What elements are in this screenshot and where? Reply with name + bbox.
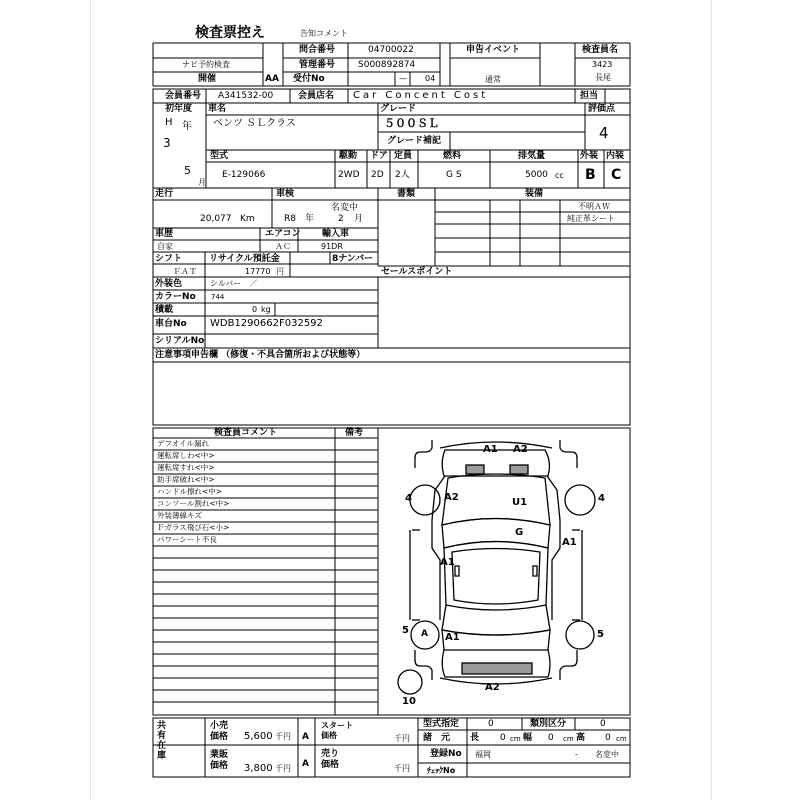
width-label: 幅	[523, 733, 533, 743]
width-unit: cm	[563, 735, 574, 743]
mark-hood: U1	[512, 497, 528, 508]
chassis-value: WDB1290662F032592	[210, 318, 323, 329]
mark-rear: A2	[485, 682, 500, 693]
tire-front-right: 4	[598, 493, 605, 504]
grade-label: グレード	[380, 104, 417, 114]
report-event-value: 通常	[485, 75, 501, 84]
drive-label: 駆動	[339, 151, 358, 161]
inspector-label: 検査員名	[582, 45, 619, 55]
shop-name: Car Concent Cost	[353, 90, 489, 101]
comment-item: ハンドル擦れ<中>	[157, 487, 223, 496]
reg-value: 福岡	[475, 750, 491, 759]
height-label: 高	[576, 733, 586, 743]
first-reg-month: 5	[184, 164, 191, 177]
mark-windshield: G	[515, 527, 524, 538]
ac-label: エアコン	[265, 229, 301, 239]
length-value: 0	[500, 733, 506, 743]
inspection-year-unit: 年	[305, 214, 315, 224]
grade-supp-label: グレード補記	[387, 136, 442, 146]
tire-rear-right: 5	[597, 629, 604, 640]
mark-right: A1	[562, 537, 577, 548]
retail-flag: A	[302, 732, 309, 742]
spare-tire: 10	[402, 696, 416, 707]
model-label: 型式	[210, 151, 229, 161]
displacement-value: 5000	[525, 170, 548, 180]
mark-front-left: A2	[444, 492, 459, 503]
sheet-title: 検査票控え	[195, 25, 265, 41]
venue-label: 開催	[198, 74, 217, 84]
wholesale-unit: 千円	[275, 764, 291, 773]
first-reg-label: 初年度	[165, 104, 193, 114]
exterior-grade: B	[585, 167, 596, 183]
reception-label: 受付No	[293, 74, 325, 84]
inspection-label: 車検	[276, 189, 295, 199]
comment-item: 運転席しわ<中>	[157, 451, 215, 460]
tire-rear-left: 5	[402, 625, 409, 636]
member-no-label: 会員番号	[165, 91, 202, 101]
interior-label: 内装	[606, 151, 625, 161]
sales-point-label: セールスポイント	[381, 267, 453, 277]
sell-unit: 千円	[394, 764, 410, 773]
sell-label: 売り価格	[321, 749, 340, 770]
report-event-label: 申告イベント	[466, 45, 521, 55]
comment-item: 助手席破れ<中>	[157, 475, 215, 484]
comment-item: パワーシート不良	[157, 535, 217, 544]
serial-label: シリアルNo	[155, 336, 205, 346]
car-name-label: 車名	[208, 104, 227, 114]
inquiry-label: 問合番号	[299, 45, 336, 55]
eight-plate-label: 8ナンバー	[332, 254, 374, 264]
retail-label: 小売価格	[210, 721, 229, 742]
capacity-label: 定員	[394, 151, 413, 161]
equipment-2: 純正革シート	[567, 214, 615, 223]
grade: ５００ＳＬ	[384, 117, 439, 130]
reception-value: 04	[425, 74, 436, 83]
notice-label: 告知コメント	[300, 29, 348, 38]
inspector-code: 3423	[592, 60, 613, 69]
shift-label: シフト	[155, 254, 183, 264]
fuel-value: G S	[446, 170, 462, 180]
start-label: スタート価格	[321, 721, 353, 740]
history-label: 車歴	[155, 229, 174, 239]
mark-rear-left: A1	[445, 632, 460, 643]
check-label: ﾁｪｯｸNo	[427, 766, 456, 775]
length-unit: cm	[510, 735, 521, 743]
model-value: E-129066	[222, 170, 266, 180]
color-no-value: 744	[211, 293, 225, 301]
ac-value: ＡＣ	[275, 242, 291, 251]
comment-item: デフオイル漏れ	[157, 439, 210, 448]
type-label: 型式指定	[423, 719, 460, 729]
mileage-label: 走行	[155, 189, 174, 199]
equipment-1: 不明ＡＷ	[578, 202, 610, 211]
name-change: 名変中	[331, 203, 359, 213]
door-label: ドア	[370, 151, 388, 161]
recycle-unit: 円	[276, 267, 284, 276]
exterior-label: 外装	[580, 151, 599, 161]
mark-wheel-front-left: A	[421, 629, 428, 639]
reg-dash: -	[575, 750, 578, 759]
recycle-value: 17770	[245, 267, 271, 276]
color-no-label: カラーNo	[155, 292, 196, 302]
height-unit: cm	[616, 735, 627, 743]
shift-value: ＦＡＴ	[173, 267, 197, 276]
inspection-month-unit: 月	[354, 214, 364, 224]
displacement-label: 排気量	[518, 151, 546, 161]
wholesale-price: 3,800	[244, 763, 273, 774]
remarks-label: 注意事項申告欄 （修復・不具合箇所および状態等）	[155, 350, 366, 360]
drive-value: 2WD	[338, 170, 360, 180]
venue-value: AA	[265, 74, 279, 84]
start-unit: 千円	[394, 734, 410, 743]
staff-label: 担当	[580, 91, 599, 101]
comment-item: 運転席すれ<中>	[157, 463, 215, 472]
wholesale-flag: A	[302, 759, 309, 769]
load-label: 積載	[155, 305, 174, 315]
equipment-label: 装備	[525, 189, 544, 199]
retail-price: 5,600	[244, 731, 273, 742]
shop-label: 会員店名	[298, 91, 335, 101]
import-value: 91DR	[321, 242, 343, 251]
load-unit: kg	[261, 305, 271, 314]
first-reg-year: 3	[163, 136, 171, 150]
height-value: 0	[605, 733, 611, 743]
member-no: A341532-00	[218, 91, 274, 101]
car-damage-diagram	[398, 440, 595, 694]
door-value: 2D	[371, 170, 384, 180]
reg-label: 登録No	[430, 749, 462, 759]
car-name: ベンツ ＳＬクラス	[213, 118, 296, 129]
import-label: 輸入車	[322, 229, 350, 239]
year-unit: 年	[182, 121, 192, 132]
mark-front-1: A1	[483, 444, 498, 455]
inspector-name: 長尾	[595, 73, 611, 82]
length-label: 長	[470, 733, 480, 743]
mark-left: A1	[440, 557, 455, 568]
service-text: ナビ予約検査	[182, 60, 230, 69]
type-value: 0	[488, 719, 494, 729]
comment-item: Ｆガラス飛び石<小>	[157, 523, 230, 532]
mileage-value: 20,077	[200, 214, 232, 224]
color-value: シルバー ／	[210, 279, 258, 288]
recycle-label: リサイクル預託金	[209, 254, 280, 264]
load-value: 0	[252, 305, 258, 314]
shared-label: 共有在庫	[157, 721, 167, 761]
reception-dash: —	[399, 74, 407, 83]
era: H	[165, 117, 173, 128]
fuel-label: 燃料	[443, 151, 462, 161]
documents-label: 書類	[397, 189, 416, 199]
mgmt-no: S000892874	[358, 60, 416, 70]
displacement-unit: cc	[555, 171, 564, 180]
comment-item: 外装薄線キズ	[157, 511, 202, 520]
retail-unit: 千円	[275, 732, 291, 741]
tire-front-left: 4	[405, 493, 412, 504]
wholesale-label: 業販価格	[210, 750, 229, 771]
remarks-header: 備考	[345, 428, 364, 438]
inspection-era: R8	[284, 214, 296, 224]
category-value: 0	[600, 719, 606, 729]
spec-label: 諸 元	[423, 733, 451, 743]
score-label: 評価点	[588, 104, 616, 114]
mileage-unit: Km	[240, 214, 255, 224]
interior-grade: C	[611, 167, 622, 183]
mgmt-label: 管理番号	[299, 60, 336, 70]
mark-front-2: A2	[513, 444, 528, 455]
history-value: 自家	[157, 242, 173, 251]
capacity-value: 2人	[395, 170, 410, 180]
score-value: 4	[599, 124, 609, 142]
category-label: 類別区分	[530, 719, 567, 729]
color-label: 外装色	[155, 279, 183, 289]
reg-status: 名変中	[595, 750, 619, 759]
month-unit: 月	[198, 178, 206, 187]
comment-item: コンソール割れ<中>	[157, 499, 230, 508]
width-value: 0	[548, 733, 554, 743]
chassis-label: 車台No	[155, 319, 187, 329]
inspection-month: 2	[338, 214, 344, 224]
comments-header: 検査員コメント	[214, 428, 278, 438]
inquiry-no: 04700022	[368, 45, 414, 55]
